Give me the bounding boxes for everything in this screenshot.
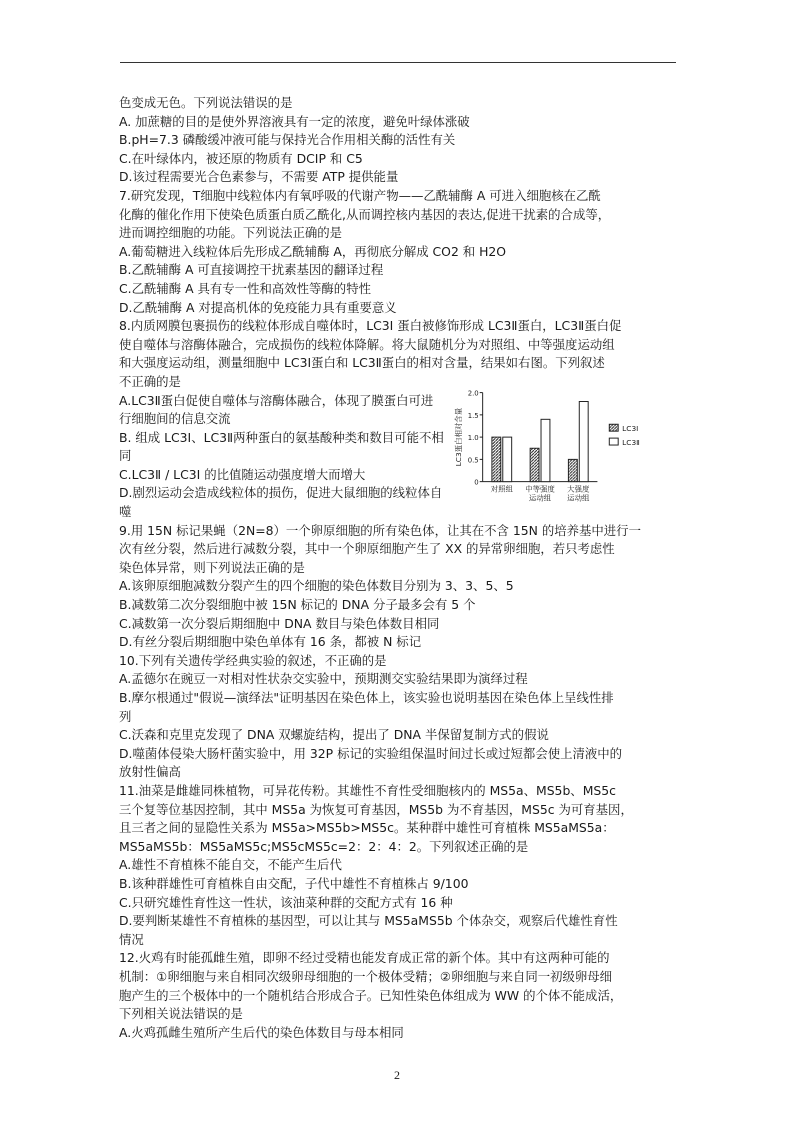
x-tick-label: 对照组 (491, 484, 514, 494)
y-tick-label: 2.0 (468, 389, 480, 398)
text-line: 下列相关说法错误的是 (119, 1006, 243, 1022)
text-line: 9.用 15N 标记果蝇（2N=8）一个卵原细胞的所有染色体，让其在不含 15N 的培养基中进行一 (119, 522, 641, 538)
questions-9-to-12 (119, 522, 679, 1043)
legend-label: LC3Ⅰ (622, 423, 639, 433)
text-line: B.该种群雄性可育植株自由交配，子代中雄性不育植株占 9/100 (119, 875, 469, 891)
text-line: 和大强度运动组，测量细胞中 LC3Ⅰ蛋白和 LC3Ⅱ蛋白的相对含量，结果如右图。下列叙述 (119, 355, 605, 371)
text-line: 8.内质网膜包裹损伤的线粒体形成自噬体时，LC3I 蛋白被修饰形成 LC3Ⅱ蛋白，LC3Ⅱ蛋白促 (119, 318, 622, 334)
text-line: A.雄性不育植株不能自交，不能产生后代 (119, 857, 342, 873)
text-line: B.减数第二次分裂细胞中被 15N 标记的 DNA 分子最多会有 5 个 (119, 597, 476, 613)
text-line: MS5aMS5b：MS5aMS5c;MS5cMS5c=2：2：4：2。下列叙述正确的是 (119, 838, 529, 854)
text-line: C.沃森和克里克发现了 DNA 双螺旋结构，提出了 DNA 半保留复制方式的假说 (119, 727, 549, 743)
bar-lc3-1 (531, 448, 540, 481)
text-line: 进而调控细胞的功能。下列说法正确的是 (119, 225, 343, 241)
text-line: 三个复等位基因控制，其中 MS5a 为恢复可育基因，MS5b 为不育基因，MS5c 为可育基因， (119, 801, 633, 817)
text-line: B.摩尔根通过"假说—演绎法"证明基因在染色体上，该实验也说明基因在染色体上呈线性排 (119, 690, 614, 705)
text-line: 7.研究发现，T细胞中线粒体内有氧呼吸的代谢产物——乙酰辅酶 A 可进入细胞核在乙酰 (119, 187, 601, 203)
page-number: 2 (394, 1068, 400, 1082)
text-line: 放射性偏高 (119, 764, 181, 780)
text-line: 10.下列有关遗传学经典实验的叙述，不正确的是 (119, 652, 387, 668)
text-line: C.在叶绿体内，被还原的物质有 DCIP 和 C5 (119, 150, 363, 166)
text-line: 11.油菜是雌雄同株植物，可异花传粉。其雄性不育性受细胞核内的 MS5a、MS5b、MS5c (119, 782, 616, 798)
questions-6-to-8 (119, 94, 679, 392)
legend-swatch (610, 424, 619, 431)
bar-lc3-2 (503, 437, 512, 482)
bar-lc3-2 (541, 419, 550, 481)
text-line: D.要判断某雄性不育植株的基因型，可以让其与 MS5aMS5b 个体杂交，观察后代雄性育性 (119, 913, 618, 929)
text-line: C.LC3Ⅱ / LC3I 的比值随运动强度增大而增大 (119, 466, 366, 482)
text-line: A.葡萄糖进入线粒体后先形成乙酰辅酶 A，再彻底分解成 CO2 和 H2O (119, 243, 507, 259)
x-tick-label: 运动组 (529, 492, 552, 502)
text-line: 胞产生的三个极体中的一个随机结合形成合子。已知性染色体组成为 WW 的个体不能成活， (119, 987, 623, 1003)
text-line: B.pH=7.3 磷酸缓冲液可能与保持光合作用相关酶的活性有关 (119, 132, 456, 148)
y-tick-label: 0.5 (468, 455, 480, 464)
text-line: A. 加蔗糖的目的是使外界溶液具有一定的浓度，避免叶绿体涨破 (119, 113, 470, 129)
text-line: B. 组成 LC3Ⅰ、LC3Ⅱ两种蛋白的氨基酸种类和数目可能不相同 (119, 429, 444, 464)
text-line: 染色体异常，则下列说法正确的是 (119, 559, 305, 575)
text-line: D.该过程需要光合色素参与，不需要 ATP 提供能量 (119, 169, 399, 185)
text-line: A.火鸡孤雌生殖所产生后代的染色体数目与母本相同 (119, 1024, 404, 1040)
y-axis-label: LC3蛋白相对含量 (454, 407, 464, 466)
page-content (119, 94, 679, 1042)
x-tick-label: 中等强度 (525, 484, 556, 494)
text-line: C.减数第一次分裂后期细胞中 DNA 数目与染色体数目相同 (119, 615, 440, 631)
text-line: 次有丝分裂，然后进行减数分裂，其中一个卵原细胞产生了 XX 的异常卵细胞，若只考虑性 (119, 541, 615, 557)
text-line: D.剧烈运动会造成线粒体的损伤，促进大鼠细胞的线粒体自噬 (119, 485, 443, 520)
legend-label: LC3Ⅱ (622, 437, 641, 447)
text-line: A.孟德尔在豌豆一对相对性状杂交实验中，预期测交实验结果即为演绎过程 (119, 671, 528, 687)
text-line: 情况 (119, 931, 144, 947)
x-tick-label: 运动组 (567, 492, 590, 502)
bar-lc3-1 (492, 437, 501, 482)
text-line: B.乙酰辅酶 A 可直接调控干扰素基因的翻译过程 (119, 262, 384, 278)
text-line: D.乙酰辅酶 A 对提高机体的免疫能力具有重要意义 (119, 299, 397, 315)
x-tick-label: 大强度 (567, 484, 590, 494)
text-line: 12.火鸡有时能孤雌生殖，即卵不经过受精也能发育成正常的新个体。其中有这两种可能的 (119, 950, 610, 966)
text-line: C.只研究雄性育性这一性状，该油菜种群的交配方式有 16 种 (119, 894, 453, 910)
text-line: 使自噬体与溶酶体融合，完成损伤的线粒体降解。将大鼠随机分为对照组、中等强度运动组 (119, 336, 615, 352)
text-line: C.乙酰辅酶 A 具有专一性和高效性等酶的特性 (119, 280, 371, 296)
text-line: D.有丝分裂后期细胞中染色单体有 16 条，都被 N 标记 (119, 634, 422, 650)
y-tick-label: 0 (474, 478, 480, 487)
question-8-body (119, 389, 679, 522)
text-line: 列 (119, 708, 132, 724)
header-rule (120, 62, 676, 63)
text-line: 且三者之间的显隐性关系为 MS5a>MS5b>MS5c。某种群中雄性可育植株 MS5aMS5a： (119, 820, 615, 836)
text-line: 色变成无色。下列说法错误的是 (119, 95, 293, 110)
y-tick-label: 1.5 (468, 411, 480, 420)
text-line: A.LC3Ⅱ蛋白促使自噬体与溶酶体融合，体现了膜蛋白可进行细胞间的信息交流 (119, 392, 434, 427)
y-tick-label: 1.0 (468, 433, 480, 442)
text-line: 不正确的是 (119, 373, 181, 389)
text-line: A.该卵原细胞减数分裂产生的四个细胞的染色体数目分别为 3、3、5、5 (119, 578, 514, 594)
lc3-bar-chart (451, 384, 679, 512)
question-8-options (119, 392, 445, 522)
legend-swatch (610, 438, 619, 445)
text-line: D.噬菌体侵染大肠杆菌实验中，用 32P 标记的实验组保温时间过长或过短都会使上清液中的 (119, 745, 623, 761)
bar-lc3-2 (580, 401, 589, 481)
text-line: 化酶的催化作用下使染色质蛋白质乙酰化,从而调控核内基因的表达,促进干扰素的合成等， (119, 206, 611, 222)
text-line: 机制：①卵细胞与来自相同次级卵母细胞的一个极体受精；②卵细胞与来自同一初级卵母细 (119, 968, 613, 984)
bar-lc3-1 (569, 459, 578, 481)
